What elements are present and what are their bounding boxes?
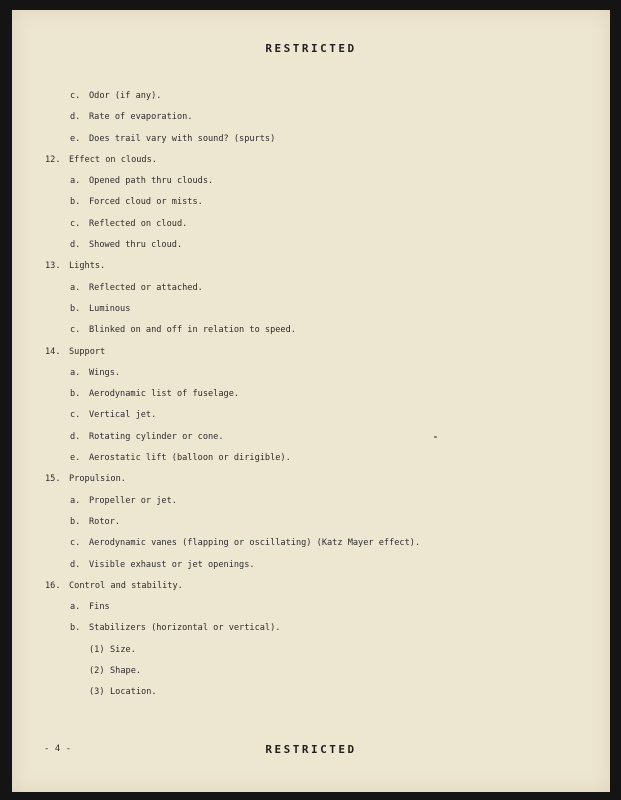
item-text: Control and stability. — [69, 580, 183, 591]
item-text: Visible exhaust or jet openings. — [89, 559, 255, 570]
questionnaire-list — [12, 86, 610, 704]
list-item — [12, 192, 610, 213]
list-item — [12, 278, 610, 299]
item-text: Effect on clouds. — [69, 154, 157, 165]
item-text: Rotor. — [89, 516, 121, 527]
list-item — [12, 597, 610, 618]
section-heading — [12, 150, 610, 171]
item-text: Aerostatic lift (balloon or dirigible). — [89, 453, 291, 464]
item-marker: c. — [70, 218, 81, 229]
item-text: Odor (if any). — [89, 91, 162, 101]
paper-speck — [434, 436, 437, 438]
item-text: Showed thru cloud. — [89, 240, 183, 251]
item-text: Reflected or attached. — [89, 282, 203, 293]
item-marker: a. — [70, 367, 81, 378]
page-footer-classification: RESTRICTED — [265, 743, 357, 756]
item-text: Vertical jet. — [89, 410, 157, 421]
item-text: Propeller or jet. — [89, 495, 177, 506]
item-marker: c. — [70, 538, 81, 549]
list-item — [12, 533, 610, 554]
list-item — [12, 363, 610, 384]
page-number: - 4 - — [44, 744, 72, 754]
item-marker: b. — [70, 623, 81, 634]
item-text: Stabilizers (horizontal or vertical). — [89, 623, 281, 634]
list-item — [12, 86, 610, 107]
sub-list-item — [12, 640, 610, 661]
item-text: Size. — [110, 644, 136, 655]
item-marker: d. — [70, 559, 81, 570]
item-text: Propulsion. — [69, 474, 126, 485]
item-text: Wings. — [89, 367, 121, 378]
list-item — [12, 171, 610, 192]
item-marker: c. — [70, 410, 81, 421]
list-item — [12, 299, 610, 320]
item-text: Opened path thru clouds. — [89, 176, 214, 187]
sub-list-item — [12, 661, 610, 682]
item-text: Fins — [89, 602, 110, 613]
item-marker: 15. — [45, 474, 61, 485]
item-marker: 12. — [45, 154, 61, 165]
item-marker: a. — [70, 176, 81, 187]
item-text: Aerodynamic list of fuselage. — [89, 389, 240, 400]
item-marker: b. — [70, 197, 81, 208]
list-item — [12, 491, 610, 512]
section-heading — [12, 469, 610, 490]
section-heading — [12, 256, 610, 277]
section-heading — [12, 342, 610, 363]
item-marker: a. — [70, 495, 81, 506]
item-marker: a. — [70, 602, 81, 613]
item-text: Blinked on and off in relation to speed. — [89, 325, 296, 336]
item-marker: (3) — [89, 687, 105, 698]
item-marker: c. — [70, 91, 81, 101]
item-text: Support — [69, 346, 106, 357]
list-item — [12, 235, 610, 256]
item-marker: a. — [70, 282, 81, 293]
list-item — [12, 427, 610, 448]
item-text: Luminous — [89, 303, 131, 314]
list-item — [12, 405, 610, 426]
item-marker: d. — [70, 240, 81, 251]
item-text: Reflected on cloud. — [89, 218, 188, 229]
item-text: Forced cloud or mists. — [89, 197, 203, 208]
item-text: Lights. — [69, 261, 106, 272]
list-item — [12, 214, 610, 235]
item-text: Does trail vary with sound? (spurts) — [89, 133, 276, 144]
document-page — [12, 10, 610, 792]
list-item — [12, 618, 610, 639]
item-marker: (2) — [89, 666, 105, 677]
item-marker: e. — [70, 133, 81, 144]
item-marker: b. — [70, 389, 81, 400]
list-item — [12, 320, 610, 341]
item-text: Aerodynamic vanes (flapping or oscillating) (Katz Mayer effect). — [89, 538, 421, 549]
item-marker: e. — [70, 453, 81, 464]
item-marker: c. — [70, 325, 81, 336]
item-text: Shape. — [110, 666, 142, 677]
list-item — [12, 384, 610, 405]
item-text: Rate of evaporation. — [89, 112, 193, 123]
item-marker: b. — [70, 303, 81, 314]
item-marker: (1) — [89, 644, 105, 655]
item-text: Rotating cylinder or cone. — [89, 431, 224, 442]
list-item — [12, 555, 610, 576]
sub-list-item — [12, 682, 610, 703]
item-text: Location. — [110, 687, 157, 698]
list-item — [12, 129, 610, 150]
list-item — [12, 512, 610, 533]
list-item — [12, 107, 610, 128]
item-marker: b. — [70, 516, 81, 527]
section-heading — [12, 576, 610, 597]
item-marker: 16. — [45, 580, 61, 591]
item-marker: d. — [70, 431, 81, 442]
item-marker: d. — [70, 112, 81, 123]
item-marker: 13. — [45, 261, 61, 272]
list-item — [12, 448, 610, 469]
item-marker: 14. — [45, 346, 61, 357]
page-header-classification: RESTRICTED — [265, 42, 357, 55]
